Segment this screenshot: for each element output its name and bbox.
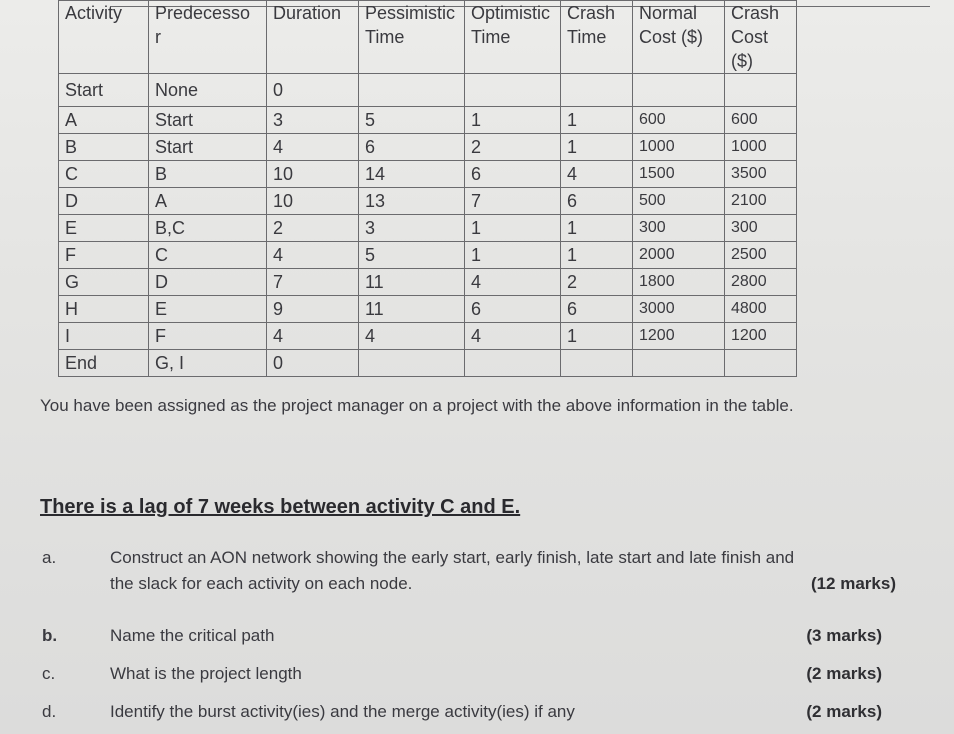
table-row [59,188,797,215]
table-row [59,107,797,134]
cell-predecessor: Start [149,134,267,161]
cell-normal-cost: 1200 [633,323,725,350]
table-row [59,323,797,350]
table-header-row [59,1,797,74]
cell-pessimistic: 5 [359,107,465,134]
cell-activity: F [59,242,149,269]
cell-crash-time: 1 [561,215,633,242]
question-marks: (3 marks) [806,626,882,645]
cell-optimistic: 1 [465,107,561,134]
cell-normal-cost: 2000 [633,242,725,269]
question-marks: (2 marks) [806,664,882,683]
cell-crash-time: 1 [561,134,633,161]
cell-crash-cost [725,350,797,377]
cell-normal-cost: 300 [633,215,725,242]
cell-duration: 9 [267,296,359,323]
header-duration: Duration [267,1,359,74]
cell-activity: I [59,323,149,350]
header-optimistic-time: Optimistic Time [465,1,561,74]
cell-normal-cost: 1800 [633,269,725,296]
cell-pessimistic [359,74,465,107]
cell-optimistic: 7 [465,188,561,215]
cell-duration: 3 [267,107,359,134]
cell-normal-cost [633,350,725,377]
cell-crash-time: 4 [561,161,633,188]
cell-pessimistic: 4 [359,323,465,350]
cell-crash-cost [725,74,797,107]
cell-crash-time [561,350,633,377]
cell-optimistic: 6 [465,296,561,323]
question-text-line-2: the slack for each activity on each node. [110,574,413,593]
cell-activity: E [59,215,149,242]
cell-crash-time: 1 [561,242,633,269]
cell-predecessor: G, I [149,350,267,377]
cell-pessimistic: 5 [359,242,465,269]
table-row [59,74,797,107]
cell-normal-cost: 500 [633,188,725,215]
cell-crash-cost: 2100 [725,188,797,215]
cell-predecessor: E [149,296,267,323]
table-row [59,269,797,296]
header-normal-cost: Normal Cost ($) [633,1,725,74]
header-crash-time: Crash Time [561,1,633,74]
cell-pessimistic: 11 [359,296,465,323]
project-activity-table [58,0,797,377]
cell-optimistic: 1 [465,215,561,242]
cell-activity: A [59,107,149,134]
question-text: What is the project length [110,664,302,683]
cell-normal-cost [633,74,725,107]
lag-note: There is a lag of 7 weeks between activity C and E. [40,496,521,518]
table-row [59,161,797,188]
cell-crash-cost: 1000 [725,134,797,161]
cell-predecessor: Start [149,107,267,134]
cell-pessimistic [359,350,465,377]
table-row [59,296,797,323]
cell-predecessor: A [149,188,267,215]
question-text: Identify the burst activity(ies) and the merge activity(ies) if any [110,702,575,721]
header-predecessor: Predecesso r [149,1,267,74]
cell-optimistic: 6 [465,161,561,188]
intro-sentence: You have been assigned as the project manager on a project with the above information in the table. [40,396,794,415]
cell-predecessor: B [149,161,267,188]
question-letter: b. [42,626,58,645]
table-row [59,350,797,377]
cell-crash-cost: 300 [725,215,797,242]
cell-predecessor: B,C [149,215,267,242]
cell-duration: 7 [267,269,359,296]
cell-duration: 0 [267,350,359,377]
cell-optimistic [465,74,561,107]
question-letter: d. [42,702,57,721]
header-activity: Activity [59,1,149,74]
header-pessimistic-time: Pessimistic Time [359,1,465,74]
question-text: Name the critical path [110,626,275,645]
cell-crash-time: 1 [561,323,633,350]
cell-activity: Start [59,74,149,107]
cell-activity: C [59,161,149,188]
cell-optimistic: 4 [465,323,561,350]
cell-pessimistic: 6 [359,134,465,161]
cell-optimistic: 1 [465,242,561,269]
cell-optimistic: 2 [465,134,561,161]
cell-activity: End [59,350,149,377]
cell-crash-time: 6 [561,188,633,215]
question-marks: (2 marks) [806,702,882,721]
cell-normal-cost: 1000 [633,134,725,161]
cell-normal-cost: 600 [633,107,725,134]
cell-activity: D [59,188,149,215]
cell-predecessor: None [149,74,267,107]
cell-pessimistic: 11 [359,269,465,296]
cell-duration: 0 [267,74,359,107]
cell-pessimistic: 13 [359,188,465,215]
cell-crash-cost: 600 [725,107,797,134]
cell-duration: 10 [267,188,359,215]
cell-normal-cost: 3000 [633,296,725,323]
cell-activity: G [59,269,149,296]
table-row [59,215,797,242]
question-letter: a. [42,548,57,567]
cell-crash-time: 6 [561,296,633,323]
cell-predecessor: F [149,323,267,350]
cell-predecessor: C [149,242,267,269]
cell-crash-cost: 1200 [725,323,797,350]
cell-predecessor: D [149,269,267,296]
question-text-line-1: Construct an AON network showing the early start, early finish, late start and late finish and [110,548,795,567]
cell-optimistic: 4 [465,269,561,296]
cell-duration: 4 [267,323,359,350]
cell-duration: 4 [267,134,359,161]
table-row [59,134,797,161]
question-marks: (12 marks) [810,574,896,593]
cell-crash-time: 1 [561,107,633,134]
cell-crash-cost: 4800 [725,296,797,323]
header-crash-cost: Crash Cost ($) [725,1,797,74]
cell-optimistic [465,350,561,377]
question-letter: c. [42,664,56,683]
cell-duration: 4 [267,242,359,269]
cell-duration: 10 [267,161,359,188]
cell-crash-time [561,74,633,107]
cell-crash-time: 2 [561,269,633,296]
table-row [59,242,797,269]
cell-crash-cost: 2500 [725,242,797,269]
cell-pessimistic: 14 [359,161,465,188]
cell-pessimistic: 3 [359,215,465,242]
cell-normal-cost: 1500 [633,161,725,188]
cell-activity: H [59,296,149,323]
cell-crash-cost: 2800 [725,269,797,296]
cell-duration: 2 [267,215,359,242]
cell-crash-cost: 3500 [725,161,797,188]
cell-activity: B [59,134,149,161]
